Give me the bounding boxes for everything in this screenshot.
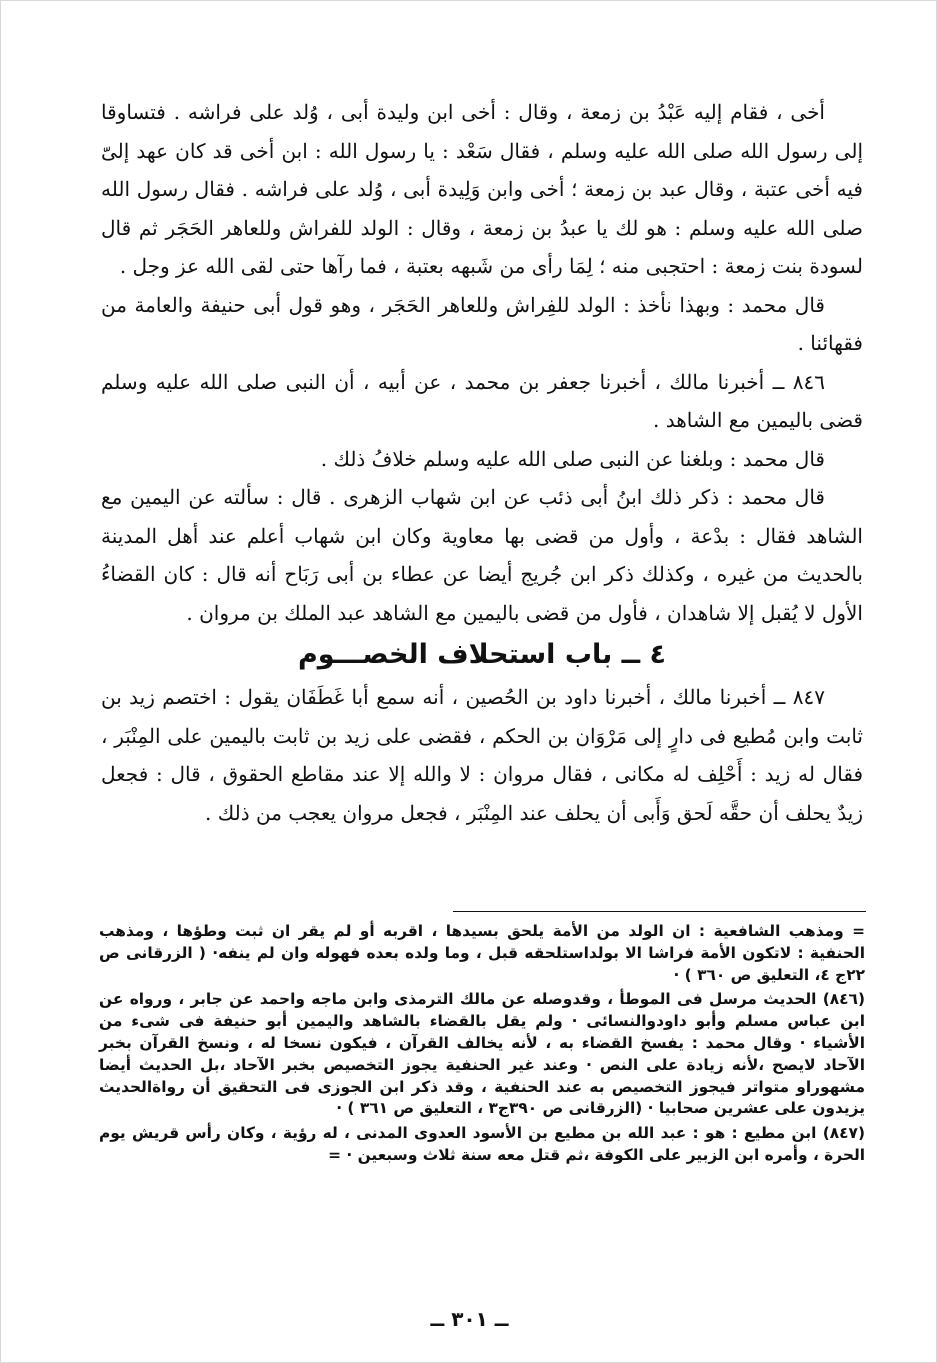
paragraph-muhammad-comment: قال محمد : وبهذا نأخذ : الولد للفِراش وللعاهر الحَجَر ، وهو قول أبى حنيفة والعامة من فقهائنا .: [101, 292, 863, 355]
page-number: ــ ٣٠١ ــ: [430, 1307, 509, 1331]
footnote-847: (٨٤٧) ابن مطيع : هو : عبد الله بن مطيع بن الأسود العدوى المدنى ، له رؤية ، وكان رأس قريش يوم الحرة ، وأمره ابن الزبير على الكوفة ،ثم قتل معه سنة ثلاث وسبعين · =: [99, 1124, 865, 1164]
footnote-separator: [453, 911, 866, 912]
footnote-846: (٨٤٦) الحديث مرسل فى الموطأ ، وقدوصله عن مالك الترمذى وابن ماجه واحمد عن جابر ، ورواه عن ابن عباس مسلم وأبو داودوالنسائى · ولم يقل بالقضاء بالشاهد واليمين أبو حنيفة فى شىء من الأشياء · وقال محمد : يفسخ القضاء به ، لأنه يخالف القرآن ، فيكون نسخا له ، ونسخ القرآن بخبر الآحاد لايصح ،لأنه زيادة على النص · وعند غير الحنفية يجوز التخصيص بخبر الآحاد ،بل الحديث أيضا مشهوراو متواتر فيجوز التخصيص به عند الحنفية ، وقد ذكر ابن الجوزى فى التحقيق أن رواةالحديث يزيدون على عشرين صحابيا · (الزرقانى ص ٣٩٠ج٣ ، التعليق ص ٣٦١ ) ·: [99, 990, 865, 1118]
paragraph-hadith-846: ٨٤٦ ــ أخبرنا مالك ، أخبرنا جعفر بن محمد ، عن أبيه ، أن النبى صلى الله عليه وسلم قضى باليمين مع الشاهد .: [101, 369, 863, 432]
paragraph-hadith-847: ٨٤٧ ــ أخبرنا مالك ، أخبرنا داود بن الحُصين ، أنه سمع أبا غَطَفَان يقول : اختصم زيد بن ثابت وابن مُطيع فى دارٍ إلى مَرْوَان بن الحكم ، فقضى على زيد بن ثابت باليمين على المِنْبَر ، فقال له زيد : أَحْلِف له مكانى ، فقال مروان : لا والله إلا عند مقاطع الحقوق ، قال : فجعل زيدٌ يحلف أن حقَّه لَحق وَأَبى أن يحلف عند المِنْبَر ، فجعل مروان يعجب من ذلك .: [101, 685, 863, 825]
footnotes: [99, 921, 865, 1167]
paragraph-continued-hadith: أخى ، فقام إليه عَبْدُ بن زمعة ، وقال : أخى ابن وليدة أبى ، وُلد على فراشه . فتساوقا إلى رسول الله صلى الله عليه وسلم ، فقال سَعْد : يا رسول الله : ابن أخى قد كان عهد إلىّ فيه أخى عتبة ، وقال عبد بن زمعة ؛ أخى وابن وَلِيدة أبى ، وُلد على فراشه . فقال رسول الله صلى الله عليه وسلم : هو لك يا عبدُ بن زمعة ، وقال : الولد للفراش وللعاهر الحَجَر ثم قال لسودة بنت زمعة : احتجبى منه ؛ لِمَا رأى من شَبهه بعتبة ، فما رآها حتى لقى الله عز وجل .: [101, 100, 863, 278]
footnote-continuation: = ومذهب الشافعية : ان الولد من الأمة يلحق بسيدها ، اقربه أو لم يقر ان ثبت وطؤها ، ومذهب الحنفية : لاتكون الأمة فراشا الا بولداستلحقه قبل ، وما ولده بعده فهوله وان لم ينفه· ( الزرقانى ص ٢٢ج ٤، التعليق ص ٣٦٠ ) ·: [99, 922, 865, 984]
main-text: [101, 93, 863, 832]
paragraph-muhammad-discussion: قال محمد : ذكر ذلك ابنُ أبى ذئب عن ابن شهاب الزهرى . قال : سألته عن اليمين مع الشاهد فقال : بدْعة ، وأول من قضى بها معاوية وكان ابن شهاب أعلم عند أهل المدينة بالحديث من غيره ، وكذلك ذكر ابن جُريج أيضا عن عطاء بن أبى رَبَاح أنه قال : كان القضاءُ الأول لا يُقبل إلا شاهدان ، فأول من قضى باليمين مع الشاهد عبد الملك بن مروان .: [101, 485, 863, 625]
paragraph-muhammad-report: قال محمد : وبلغنا عن النبى صلى الله عليه وسلم خلافُ ذلك .: [320, 446, 825, 471]
chapter-heading: ٤ ــ باب استحلاف الخصـــوم: [298, 639, 666, 670]
